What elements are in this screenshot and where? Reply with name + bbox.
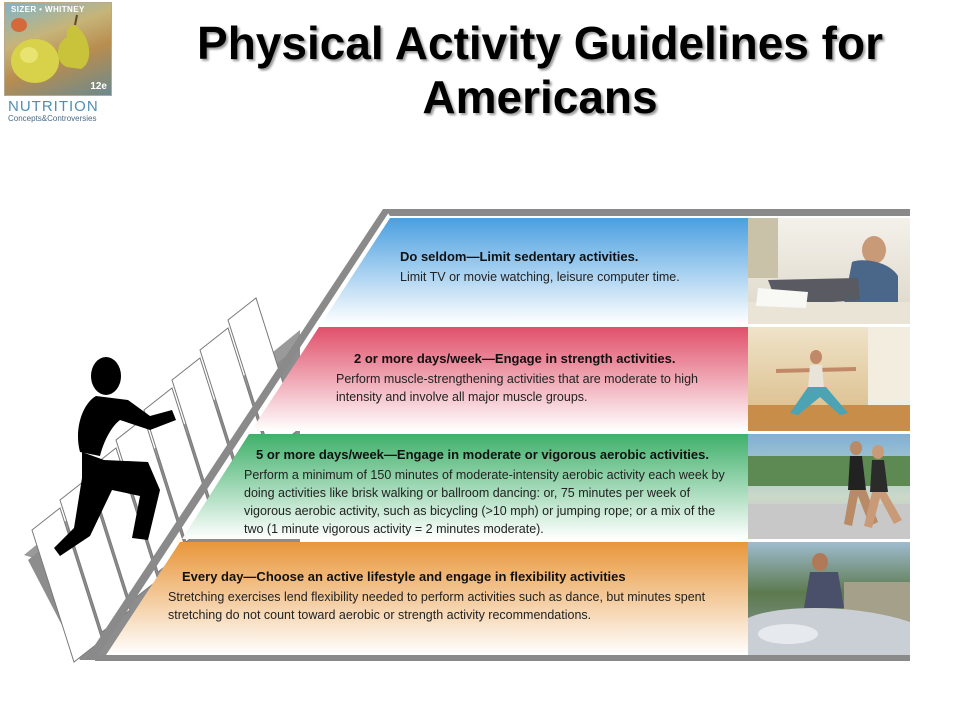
band-flexibility: [168, 568, 744, 624]
band-strength-heading: 2 or more days/week—Engage in strength activities.: [354, 351, 676, 366]
photo-man-washing-car: [748, 542, 910, 655]
photo-woman-yoga: [748, 327, 910, 431]
band-strength-description: Perform muscle-strengthening activities that are moderate to high intensity and involve all major muscle groups.: [336, 372, 698, 404]
book-subtitle: Concepts&Controversies: [8, 114, 97, 123]
band-flexibility-heading: Every day—Choose an active lifestyle and engage in flexibility activities: [182, 569, 626, 584]
band-sedentary: [400, 248, 740, 286]
band-aerobic-description: Perform a minimum of 150 minutes of moderate-intensity aerobic activity each week by doing activities like brisk walking or ballroom dancing: or, 75 minutes per week of vigorous aerobic activity, such as bicycling (>10 mph) or jumping rope; or a mix of the two (1 minute vigorous activity = 2 minutes moderate).: [244, 468, 725, 536]
book-title: NUTRITION: [8, 98, 99, 115]
photo-runners: [748, 434, 910, 539]
band-aerobic-heading: 5 or more days/week—Engage in moderate or vigorous aerobic activities.: [256, 447, 709, 462]
band-flexibility-description: Stretching exercises lend flexibility needed to perform activities such as dance, but minutes spent stretching do not count toward aerobic or strength activity recommendations.: [168, 590, 706, 622]
book-authors: SIZER • WHITNEY: [11, 5, 85, 14]
photo-man-reclining: [748, 218, 910, 324]
band-strength: [336, 350, 736, 406]
band-sedentary-description: Limit TV or movie watching, leisure computer time.: [400, 270, 680, 284]
slide-title: Physical Activity Guidelines for Americans: [197, 17, 883, 123]
book-edition: 12e: [90, 81, 107, 92]
band-sedentary-heading: Do seldom—Limit sedentary activities.: [400, 249, 639, 264]
band-aerobic: [244, 446, 744, 538]
base-line: [95, 655, 910, 661]
